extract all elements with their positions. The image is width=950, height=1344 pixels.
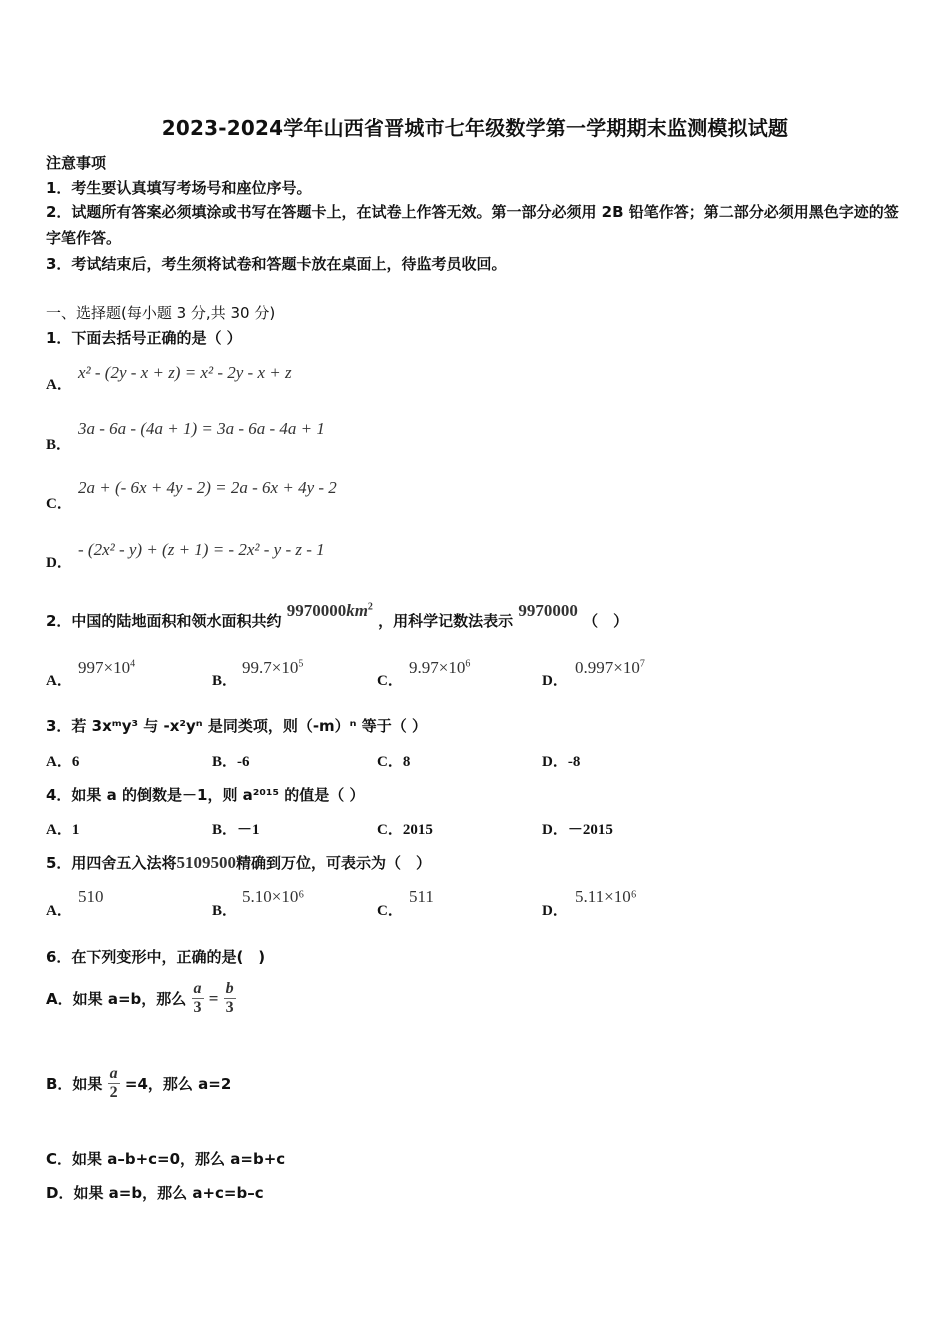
q6-a-left-fraction: $\frac{a}{3}$ — [193, 980, 202, 1016]
q6-b-fraction: $\frac{a}{2}$ — [109, 1065, 118, 1101]
q2-label-b: B． — [212, 673, 238, 689]
q2-label-c: C． — [377, 673, 403, 689]
q2-option-c: $9.97\times 10^6$ — [409, 658, 471, 677]
q5-option-c: 511 — [409, 887, 434, 906]
q5-label-c: C． — [377, 903, 403, 919]
notice-item-2: 2．试题所有答案必须填涂或书写在答题卡上，在试卷上作答无效。第一部分必须用 2B 铅笔作答；第二部分必须用黑色字迹的签字笔作答。 — [46, 203, 899, 247]
q3-option-d: D．-8 — [542, 754, 581, 770]
q2-option-b: $99.7\times 10^5$ — [242, 658, 304, 677]
q4-option-d: D．－2015 — [542, 822, 613, 838]
q5-stem-b: 精确到万位，可表示为（ ） — [235, 854, 431, 872]
q1-label-a: A． — [46, 377, 72, 393]
q3-option-c: C．8 — [377, 754, 411, 770]
q5-number: 5109500 — [176, 853, 236, 872]
notice-item-1: 1．考生要认真填写考场号和座位序号。 — [46, 179, 312, 197]
q5-option-a: 510 — [78, 887, 104, 906]
q4-option-b: B．－1 — [212, 822, 260, 838]
q2-label-d: D． — [542, 673, 568, 689]
q1-label-b: B． — [46, 437, 72, 453]
q1-option-c: 2a + (- 6x + 4y - 2) = 2a - 6x + 4y - 2 — [78, 478, 337, 497]
q4-option-a: A．1 — [46, 822, 80, 838]
q2-area: $9970000km^2$ — [286, 601, 373, 620]
q3-stem: 3．若 3xᵐy³ 与 -x²yⁿ 是同类项，则（-m）ⁿ 等于（ ） — [46, 717, 427, 735]
page-title: 2023-2024学年山西省晋城市七年级数学第一学期期末监测模拟试题 — [161, 116, 789, 140]
notice-heading: 注意事项 — [46, 154, 107, 172]
q2-stem — [46, 601, 629, 631]
q1-option-d: - (2x² - y) + (z + 1) = - 2x² - y - z - 1 — [78, 540, 325, 559]
q5-label-d: D． — [542, 903, 568, 919]
q2-option-d: $0.997\times 10^7$ — [575, 658, 645, 677]
q5-label-b: B． — [212, 903, 238, 919]
q4-option-c: C．2015 — [377, 822, 433, 838]
q6-option-a: A．如果 a=b，那么 $\frac{a}{3}$ = $\frac{b}{3}$ — [46, 980, 234, 1016]
q6-a-right-fraction: $\frac{b}{3}$ — [225, 980, 234, 1016]
notice-item-3: 3．考试结束后，考生须将试卷和答题卡放在桌面上，待监考员收回。 — [46, 255, 507, 273]
q1-stem: 1．下面去括号正确的是（ ） — [46, 329, 242, 347]
q1-label-d: D． — [46, 555, 72, 571]
q6-option-d: D．如果 a=b，那么 a+c=b–c — [46, 1184, 264, 1202]
q1-option-a: x² - (2y - x + z) = x² - 2y - x + z — [78, 363, 292, 382]
q2-stem-b: ，用科学记数法表示 — [378, 612, 514, 630]
q5-stem — [46, 852, 431, 873]
q2-paren: （ ） — [583, 612, 629, 630]
q1-label-c: C． — [46, 496, 72, 512]
q6-option-b: B．如果 $\frac{a}{2}$ =4，那么 a=2 — [46, 1065, 232, 1101]
q2-stem-a: 2．中国的陆地面积和领水面积共约 — [46, 612, 282, 630]
q5-label-a: A． — [46, 903, 72, 919]
q5-stem-a: 5．用四舍五入法将 — [46, 854, 177, 872]
section-heading: 一、选择题(每小题 3 分,共 30 分) — [46, 304, 276, 322]
q3-option-b: B．-6 — [212, 754, 250, 770]
q4-stem: 4．如果 a 的倒数是－1，则 a²⁰¹⁵ 的值是（ ） — [46, 786, 365, 804]
q2-number: 9970000 — [518, 601, 578, 620]
q5-option-d: 5.11×10⁶ — [575, 887, 637, 906]
q2-option-a: $997\times 10^4$ — [78, 658, 136, 677]
q2-label-a: A． — [46, 673, 72, 689]
q3-option-a: A．6 — [46, 754, 80, 770]
q6-option-c: C．如果 a–b+c=0，那么 a=b+c — [46, 1150, 286, 1168]
q1-option-b: 3a - 6a - (4a + 1) = 3a - 6a - 4a + 1 — [78, 419, 325, 438]
q5-option-b: 5.10×10⁶ — [242, 887, 305, 906]
q6-stem: 6．在下列变形中，正确的是( ) — [46, 948, 266, 966]
